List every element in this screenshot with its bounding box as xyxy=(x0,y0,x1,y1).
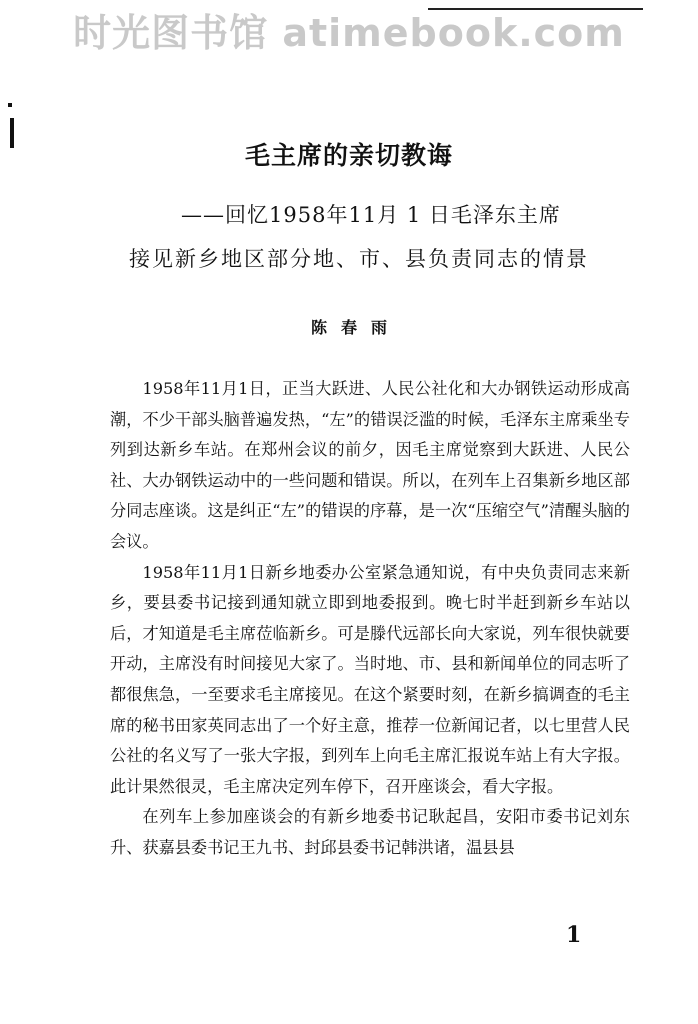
article-body xyxy=(110,374,630,864)
body-paragraph-3: 在列车上参加座谈会的有新乡地委书记耿起昌，安阳市委书记刘东升、获嘉县委书记王九书、封邱县委书记韩洪诸，温县县 xyxy=(110,807,630,857)
body-paragraph-2: 1958年11月1日新乡地委办公室紧急通知说，有中央负责同志来新乡，要县委书记接到通知就立即到地委报到。晚七时半赶到新乡车站以后，才知道是毛主席莅临新乡。可是滕代远部长向大家说，列车很快就要开动，主席没有时间接见大家了。当时地、市、县和新闻单位的同志听了都很焦急，一至要求毛主席接见。在这个紧要时刻，在新乡搞调查的毛主席的秘书田家英同志出了一个好主意，推荐一位新闻记者，以七里营人民公社的名义写了一张大字报，到列车上向毛主席汇报说车站上有大字报。此计果然很灵，毛主席决定列车停下，召开座谈会，看大字报。 xyxy=(110,562,630,796)
page-number: 1 xyxy=(566,922,582,948)
article-subtitle-line-1: ——回忆1958年11月 1 日毛泽东主席 xyxy=(181,203,561,227)
top-rule xyxy=(428,8,643,10)
article-subtitle-line-2: 接见新乡地区部分地、市、县负责同志的情景 xyxy=(129,247,589,271)
article-title: 毛主席的亲切教诲 xyxy=(244,141,453,170)
article-author: 陈春雨 xyxy=(310,318,401,337)
body-paragraph-1: 1958年11月1日，正当大跃进、人民公社化和大办钢铁运动形成高潮，不少干部头脑普遍发热，“左”的错误泛滥的时候，毛泽东主席乘坐专列到达新乡车站。在郑州会议的前夕，因毛主席觉察到大跃进、人民公社、大办钢铁运动中的一些问题和错误。所以，在列车上召集新乡地区部分同志座谈。这是纠正“左”的错误的序幕，是一次“压缩空气”清醒头脑的会议。 xyxy=(110,379,630,551)
margin-mark-dot xyxy=(8,103,12,107)
watermark: 时光图书馆 atimebook.com xyxy=(73,11,625,55)
